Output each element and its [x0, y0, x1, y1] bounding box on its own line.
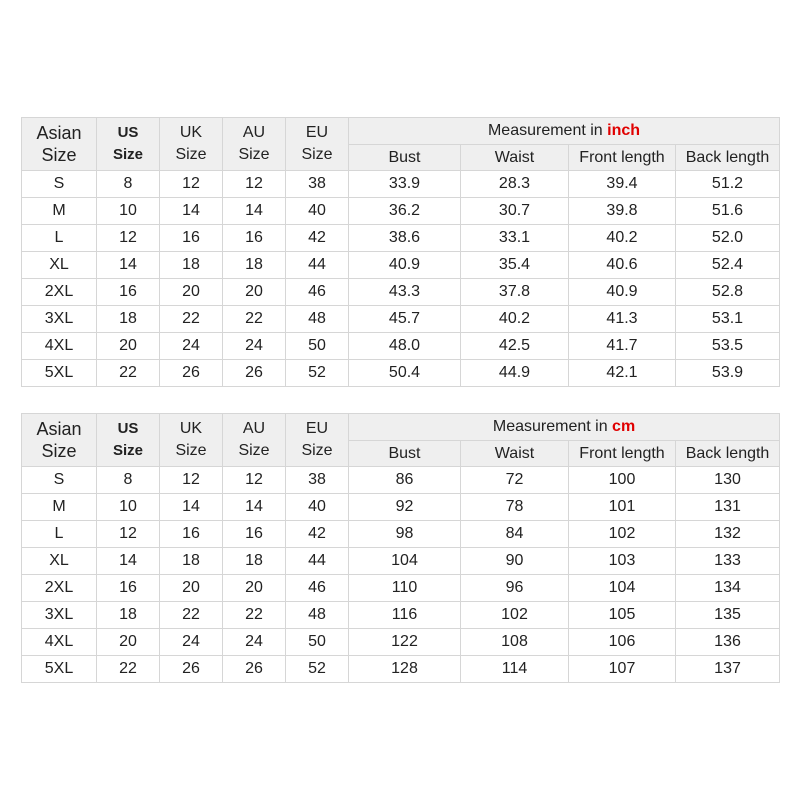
cell-asian-size: S — [22, 467, 97, 494]
cell-au-size: 26 — [223, 656, 286, 683]
header-uk-size: UK Size — [160, 414, 223, 467]
cell-eu-size: 38 — [286, 171, 349, 198]
cell-back-length: 53.5 — [676, 333, 780, 360]
measurement-prefix: Measurement in — [492, 418, 613, 435]
header-waist: Waist — [461, 145, 569, 171]
table-row — [22, 548, 780, 575]
cell-au-size: 20 — [223, 279, 286, 306]
cell-asian-size: M — [22, 494, 97, 521]
cell-asian-size: 3XL — [22, 306, 97, 333]
cell-asian-size: 5XL — [22, 656, 97, 683]
cell-asian-size: 2XL — [22, 575, 97, 602]
cell-back-length: 131 — [676, 494, 780, 521]
header-bust: Bust — [349, 145, 461, 171]
table-row — [22, 198, 780, 225]
header-waist: Waist — [461, 441, 569, 467]
cell-back-length: 52.0 — [676, 225, 780, 252]
cell-back-length: 53.9 — [676, 360, 780, 387]
cell-us-size: 10 — [97, 198, 160, 225]
table-row — [22, 494, 780, 521]
cell-bust: 92 — [349, 494, 461, 521]
cell-au-size: 16 — [223, 225, 286, 252]
cell-waist: 96 — [461, 575, 569, 602]
cell-waist: 37.8 — [461, 279, 569, 306]
table-row — [22, 252, 780, 279]
cell-asian-size: 2XL — [22, 279, 97, 306]
cell-us-size: 22 — [97, 656, 160, 683]
cell-waist: 40.2 — [461, 306, 569, 333]
cell-bust: 48.0 — [349, 333, 461, 360]
cell-back-length: 134 — [676, 575, 780, 602]
cell-us-size: 20 — [97, 333, 160, 360]
table-row — [22, 575, 780, 602]
cell-eu-size: 46 — [286, 575, 349, 602]
cell-bust: 40.9 — [349, 252, 461, 279]
cell-asian-size: M — [22, 198, 97, 225]
cell-front-length: 105 — [569, 602, 676, 629]
cell-uk-size: 20 — [160, 279, 223, 306]
cell-bust: 128 — [349, 656, 461, 683]
cell-us-size: 14 — [97, 548, 160, 575]
cell-waist: 44.9 — [461, 360, 569, 387]
cell-front-length: 42.1 — [569, 360, 676, 387]
cell-bust: 50.4 — [349, 360, 461, 387]
cell-eu-size: 42 — [286, 225, 349, 252]
cell-uk-size: 22 — [160, 306, 223, 333]
cell-us-size: 16 — [97, 575, 160, 602]
cell-us-size: 20 — [97, 629, 160, 656]
cell-asian-size: XL — [22, 252, 97, 279]
cell-waist: 114 — [461, 656, 569, 683]
header-au-size: AU Size — [223, 414, 286, 467]
measurement-prefix: Measurement in — [487, 122, 608, 139]
header-asian-size: Asian Size — [22, 414, 97, 467]
cell-asian-size: 5XL — [22, 360, 97, 387]
cell-uk-size: 26 — [160, 360, 223, 387]
size-rows-cm — [22, 467, 780, 683]
cell-waist: 102 — [461, 602, 569, 629]
cell-uk-size: 18 — [160, 252, 223, 279]
cell-waist: 30.7 — [461, 198, 569, 225]
cell-bust: 104 — [349, 548, 461, 575]
cell-front-length: 104 — [569, 575, 676, 602]
cell-front-length: 41.3 — [569, 306, 676, 333]
table-row — [22, 521, 780, 548]
cell-eu-size: 44 — [286, 548, 349, 575]
cell-asian-size: L — [22, 225, 97, 252]
cell-waist: 33.1 — [461, 225, 569, 252]
cell-bust: 98 — [349, 521, 461, 548]
table-row — [22, 333, 780, 360]
table-row — [22, 467, 780, 494]
cell-eu-size: 50 — [286, 333, 349, 360]
cell-eu-size: 46 — [286, 279, 349, 306]
cell-back-length: 52.4 — [676, 252, 780, 279]
header-measurement-title — [349, 118, 780, 145]
cell-us-size: 14 — [97, 252, 160, 279]
cell-eu-size: 38 — [286, 467, 349, 494]
cell-asian-size: XL — [22, 548, 97, 575]
cell-eu-size: 48 — [286, 602, 349, 629]
cell-eu-size: 50 — [286, 629, 349, 656]
table-row — [22, 306, 780, 333]
cell-bust: 86 — [349, 467, 461, 494]
cell-asian-size: 4XL — [22, 333, 97, 360]
cell-front-length: 40.2 — [569, 225, 676, 252]
cell-back-length: 52.8 — [676, 279, 780, 306]
cell-au-size: 12 — [223, 171, 286, 198]
cell-uk-size: 14 — [160, 494, 223, 521]
cell-eu-size: 52 — [286, 360, 349, 387]
cell-uk-size: 14 — [160, 198, 223, 225]
header-asian-size: Asian Size — [22, 118, 97, 171]
cell-uk-size: 16 — [160, 521, 223, 548]
table-row — [22, 656, 780, 683]
cell-bust: 122 — [349, 629, 461, 656]
cell-back-length: 137 — [676, 656, 780, 683]
cell-front-length: 103 — [569, 548, 676, 575]
cell-front-length: 39.8 — [569, 198, 676, 225]
cell-bust: 110 — [349, 575, 461, 602]
cell-eu-size: 48 — [286, 306, 349, 333]
cell-waist: 90 — [461, 548, 569, 575]
cell-us-size: 10 — [97, 494, 160, 521]
cell-au-size: 22 — [223, 602, 286, 629]
cell-back-length: 132 — [676, 521, 780, 548]
header-back-length: Back length — [676, 145, 780, 171]
cell-back-length: 53.1 — [676, 306, 780, 333]
cell-waist: 72 — [461, 467, 569, 494]
cell-waist: 28.3 — [461, 171, 569, 198]
cell-au-size: 24 — [223, 333, 286, 360]
table-row — [22, 171, 780, 198]
measurement-unit: inch — [607, 122, 641, 139]
cell-eu-size: 40 — [286, 198, 349, 225]
header-au-size: AU Size — [223, 118, 286, 171]
cell-au-size: 18 — [223, 548, 286, 575]
cell-waist: 42.5 — [461, 333, 569, 360]
table-row — [22, 360, 780, 387]
cell-back-length: 136 — [676, 629, 780, 656]
table-row — [22, 279, 780, 306]
header-back-length: Back length — [676, 441, 780, 467]
cell-back-length: 130 — [676, 467, 780, 494]
cell-us-size: 18 — [97, 602, 160, 629]
cell-au-size: 12 — [223, 467, 286, 494]
size-rows-inch — [22, 171, 780, 387]
cell-au-size: 14 — [223, 494, 286, 521]
cell-asian-size: 4XL — [22, 629, 97, 656]
cell-uk-size: 12 — [160, 467, 223, 494]
cell-front-length: 106 — [569, 629, 676, 656]
cell-uk-size: 18 — [160, 548, 223, 575]
header-eu-size: EU Size — [286, 414, 349, 467]
cell-au-size: 18 — [223, 252, 286, 279]
cell-us-size: 12 — [97, 225, 160, 252]
size-chart-table-cm — [21, 413, 780, 683]
cell-bust: 33.9 — [349, 171, 461, 198]
cell-uk-size: 24 — [160, 629, 223, 656]
cell-au-size: 22 — [223, 306, 286, 333]
table-row — [22, 629, 780, 656]
cell-us-size: 12 — [97, 521, 160, 548]
cell-waist: 108 — [461, 629, 569, 656]
cell-us-size: 8 — [97, 171, 160, 198]
header-bust: Bust — [349, 441, 461, 467]
cell-bust: 36.2 — [349, 198, 461, 225]
cell-uk-size: 24 — [160, 333, 223, 360]
table-row — [22, 225, 780, 252]
cell-bust: 43.3 — [349, 279, 461, 306]
cell-au-size: 14 — [223, 198, 286, 225]
cell-front-length: 40.9 — [569, 279, 676, 306]
cell-front-length: 101 — [569, 494, 676, 521]
cell-au-size: 16 — [223, 521, 286, 548]
cell-eu-size: 52 — [286, 656, 349, 683]
cell-back-length: 135 — [676, 602, 780, 629]
cell-uk-size: 16 — [160, 225, 223, 252]
cell-front-length: 100 — [569, 467, 676, 494]
header-eu-size: EU Size — [286, 118, 349, 171]
cell-eu-size: 44 — [286, 252, 349, 279]
cell-asian-size: L — [22, 521, 97, 548]
cell-bust: 45.7 — [349, 306, 461, 333]
cell-bust: 116 — [349, 602, 461, 629]
cell-uk-size: 20 — [160, 575, 223, 602]
cell-waist: 84 — [461, 521, 569, 548]
cell-uk-size: 26 — [160, 656, 223, 683]
header-us-size: US Size — [97, 414, 160, 467]
cell-waist: 35.4 — [461, 252, 569, 279]
cell-us-size: 22 — [97, 360, 160, 387]
header-front-length: Front length — [569, 441, 676, 467]
measurement-unit: cm — [612, 418, 636, 435]
header-uk-size: UK Size — [160, 118, 223, 171]
cell-back-length: 51.2 — [676, 171, 780, 198]
cell-front-length: 39.4 — [569, 171, 676, 198]
cell-au-size: 24 — [223, 629, 286, 656]
cell-uk-size: 12 — [160, 171, 223, 198]
cell-us-size: 18 — [97, 306, 160, 333]
cell-front-length: 102 — [569, 521, 676, 548]
cell-au-size: 20 — [223, 575, 286, 602]
cell-back-length: 51.6 — [676, 198, 780, 225]
cell-bust: 38.6 — [349, 225, 461, 252]
cell-us-size: 8 — [97, 467, 160, 494]
size-chart-table-inch — [21, 117, 780, 387]
cell-back-length: 133 — [676, 548, 780, 575]
cell-eu-size: 42 — [286, 521, 349, 548]
cell-asian-size: 3XL — [22, 602, 97, 629]
cell-uk-size: 22 — [160, 602, 223, 629]
cell-front-length: 41.7 — [569, 333, 676, 360]
cell-waist: 78 — [461, 494, 569, 521]
header-measurement-title — [349, 414, 780, 441]
table-row — [22, 602, 780, 629]
header-front-length: Front length — [569, 145, 676, 171]
header-us-size: US Size — [97, 118, 160, 171]
cell-front-length: 107 — [569, 656, 676, 683]
cell-us-size: 16 — [97, 279, 160, 306]
cell-front-length: 40.6 — [569, 252, 676, 279]
cell-au-size: 26 — [223, 360, 286, 387]
cell-asian-size: S — [22, 171, 97, 198]
cell-eu-size: 40 — [286, 494, 349, 521]
